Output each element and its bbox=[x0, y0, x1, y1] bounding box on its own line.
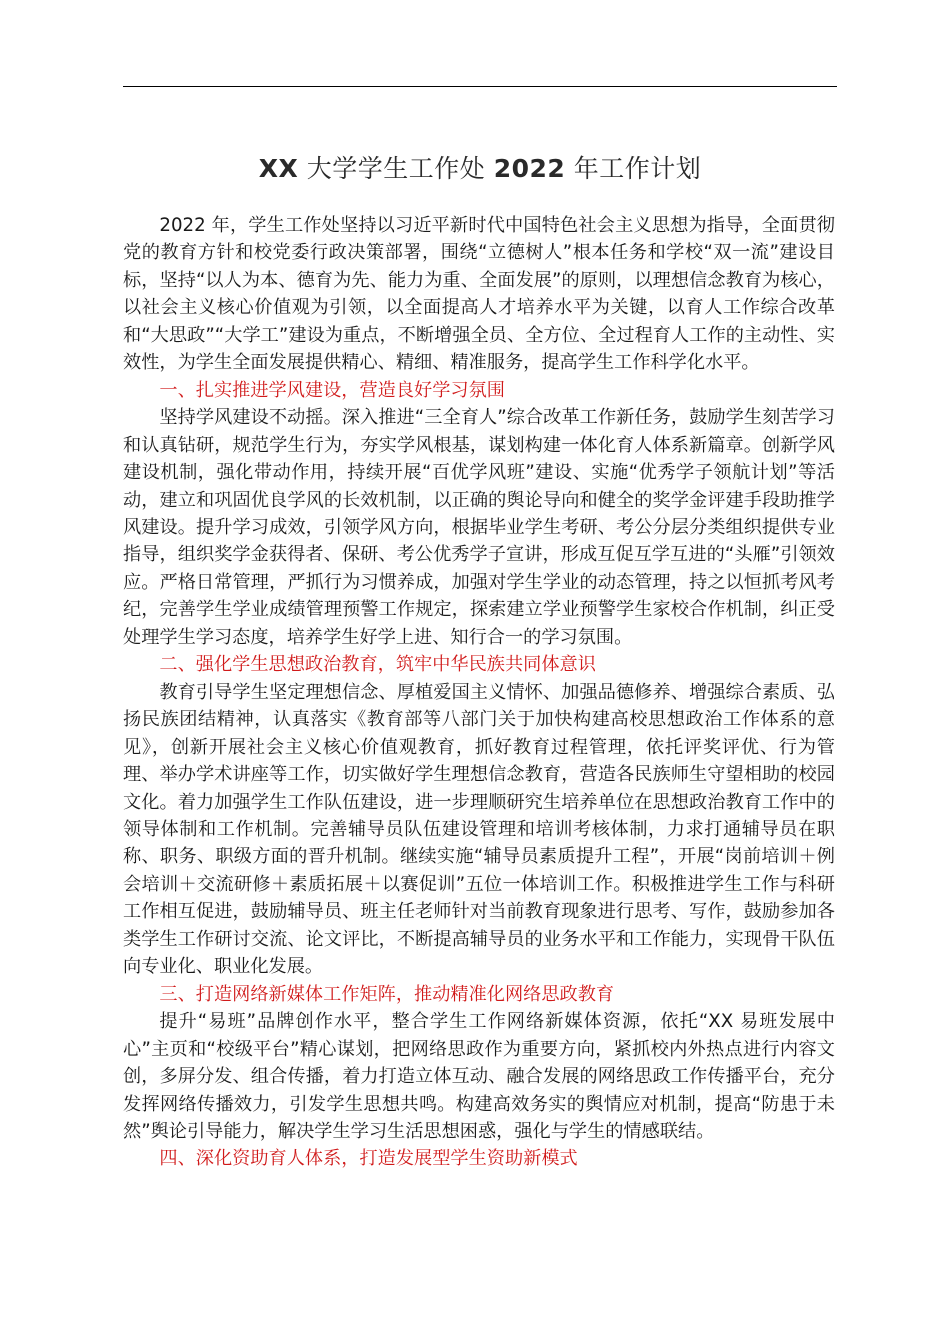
section-heading-2: 二、强化学生思想政治教育，筑牢中华民族共同体意识 bbox=[159, 654, 596, 676]
section-heading-4: 四、深化资助育人体系，打造发展型学生资助新模式 bbox=[159, 1148, 578, 1170]
document-body bbox=[123, 212, 835, 1173]
section-heading-1: 一、扎实推进学风建设，营造良好学习氛围 bbox=[159, 379, 505, 401]
document-title: XX 大学学生工作处 2022 年工作计划 bbox=[258, 154, 702, 183]
section-body-1: 坚持学风建设不动摇。深入推进“三全育人”综合改革工作新任务，鼓励学生刻苦学习和认真钻研，规范学生行为，夯实学风根基，谋划构建一体化育人体系新篇章。创新学风建设机制，强化带动作用，持续开展“百优学风班”建设、实施“优秀学子领航计划”等活动，建立和巩固优良学风的长效机制，以正确的舆论导向和健全的奖学金评建手段助推学风建设。提升学习成效，引领学风方向，根据毕业学生考研、考公分层分类组织提供专业指导，组织奖学金获得者、保研、考公优秀学子宣讲，形成互促互学互进的“头雁”引领效应。严格日常管理，严抓行为习惯养成，加强对学生学业的动态管理，持之以恒抓考风考纪，完善学生学业成绩管理预警工作规定，探索建立学业预警学生家校合作机制，纠正受处理学生学习态度，培养学生好学上进、知行合一的学习氛围。 bbox=[123, 407, 835, 648]
section-body-2: 教育引导学生坚定理想信念、厚植爱国主义情怀、加强品德修养、增强综合素质、弘扬民族团结精神，认真落实《教育部等八部门关于加快构建高校思想政治工作体系的意见》，创新开展社会主义核心价值观教育，抓好教育过程管理，依托评奖评优、行为管理、举办学术讲座等工作，切实做好学生理想信念教育，营造各民族师生守望相助的校园文化。着力加强学生工作队伍建设，进一步理顺研究生培养单位在思想政治教育工作中的领导体制和工作机制。完善辅导员队伍建设管理和培训考核体制，力求打通辅导员在职称、职务、职级方面的晋升机制。继续实施“辅导员素质提升工程”，开展“岗前培训＋例会培训＋交流研修＋素质拓展＋以赛促训”五位一体培训工作。积极推进学生工作与科研工作相互促进，鼓励辅导员、班主任老师针对当前教育现象进行思考、写作，鼓励参加各类学生工作研讨交流、论文评比，不断提高辅导员的业务水平和工作能力，实现骨干队伍向专业化、职业化发展。 bbox=[123, 681, 835, 978]
intro-paragraph: 2022 年，学生工作处坚持以习近平新时代中国特色社会主义思想为指导，全面贯彻党的教育方针和校党委行政决策部署，围绕“立德树人”根本任务和学校“双一流”建设目标，坚持“以人为本、德育为先、能力为重、全面发展”的原则，以理想信念教育为核心，以社会主义核心价值观为引领，以全面提高人才培养水平为关键，以育人工作综合改革和“大思政”“大学工”建设为重点，不断增强全员、全方位、全过程育人工作的主动性、实效性，为学生全面发展提供精心、精细、精准服务，提高学生工作科学化水平。 bbox=[123, 215, 835, 374]
section-heading-3: 三、打造网络新媒体工作矩阵，推动精准化网络思政教育 bbox=[159, 983, 615, 1005]
header-rule bbox=[123, 86, 837, 87]
section-body-3: 提升“易班”品牌创作水平，整合学生工作网络新媒体资源，依托“XX 易班发展中心”主页和“校级平台”精心谋划，把网络思政作为重要方向，紧抓校内外热点进行内容文创，多屏分发、组合传播，着力打造立体互动、融合发展的网络思政工作传播平台，充分发挥网络传播效力，引发学生思想共鸣。构建高效务实的舆情应对机制，提高“防患于未然”舆论引导能力，解决学生学习生活思想困惑，强化与学生的情感联结。 bbox=[123, 1011, 835, 1142]
